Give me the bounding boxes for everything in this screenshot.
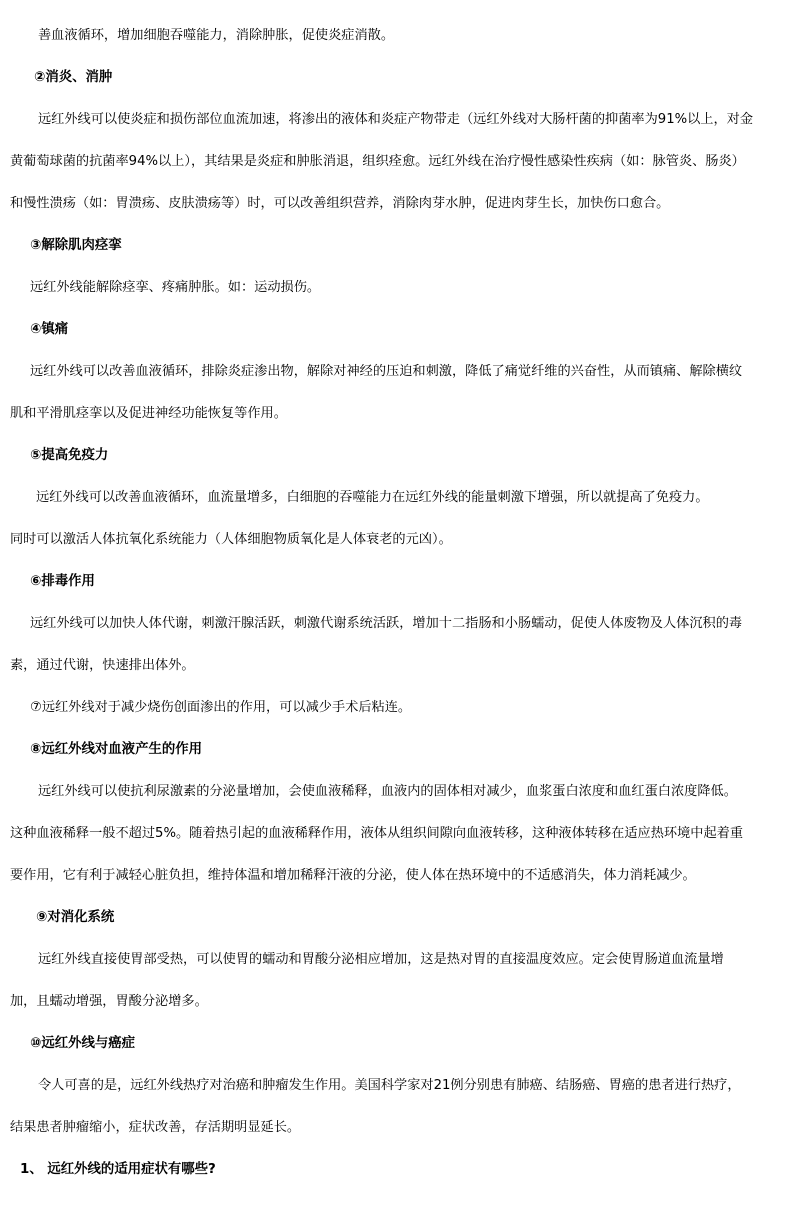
question-heading: 1、 远红外线的适用症状有哪些? [20,1162,216,1177]
paragraph-line: 加，且蠕动增强，胃酸分泌增多。 [10,994,208,1009]
paragraph-line: 远红外线可以使炎症和损伤部位血流加速，将渗出的液体和炎症产物带走（远红外线对大肠杆菌的抑菌率为91%以上，对金 [38,112,754,127]
paragraph-line: 这种血液稀释一般不超过5%。随着热引起的血液稀释作用，液体从组织间隙向血液转移，这种液体转移在适应热环境中起着重 [10,826,744,841]
paragraph-line: 远红外线可以改善血液循环，排除炎症渗出物，解除对神经的压迫和刺激，降低了痛觉纤维的兴奋性，从而镇痛、解除横纹 [30,364,743,379]
paragraph-line: 远红外线可以改善血液循环，血流量增多，白细胞的吞噬能力在远红外线的能量刺激下增强，所以就提高了免疫力。 [36,490,709,505]
section-heading: ⑧远红外线对血液产生的作用 [30,742,203,757]
paragraph-line: ⑦远红外线对于减少烧伤创面渗出的作用，可以减少手术后粘连。 [30,700,412,715]
section-heading: ③解除肌肉痉挛 [30,238,122,253]
paragraph-line: 远红外线直接使胃部受热，可以使胃的蠕动和胃酸分泌相应增加，这是热对胃的直接温度效应。定会使胃肠道血流量增 [38,952,724,967]
section-heading: ⑩远红外线与癌症 [30,1036,136,1051]
paragraph-line: 远红外线可以使抗利尿激素的分泌量增加，会使血液稀释，血液内的固体相对减少，血浆蛋白浓度和血红蛋白浓度降低。 [38,784,737,799]
section-heading: ⑥排毒作用 [30,574,95,589]
paragraph-line: 肌和平滑肌痉挛以及促进神经功能恢复等作用。 [10,406,287,421]
section-heading: ④镇痛 [30,322,69,337]
paragraph-line: 同时可以激活人体抗氧化系统能力（人体细胞物质氧化是人体衰老的元凶）。 [10,532,452,547]
paragraph-line: 善血液循环，增加细胞吞噬能力，消除肿胀，促使炎症消散。 [38,28,395,43]
paragraph-line: 令人可喜的是，远红外线热疗对治癌和肿瘤发生作用。美国科学家对21例分别患有肺癌、结肠癌、胃癌的患者进行热疗， [38,1078,741,1093]
paragraph-line: 素，通过代谢，快速排出体外。 [10,658,195,673]
paragraph-line: 黄葡萄球菌的抗菌率94%以上），其结果是炎症和肿胀消退，组织痊愈。远红外线在治疗慢性感染性疾病（如：脉管炎、肠炎） [10,154,745,169]
paragraph-line: 要作用，它有利于减轻心脏负担，维持体温和增加稀释汗液的分泌，使人体在热环境中的不适感消失，体力消耗减少。 [10,868,696,883]
paragraph-line: 和慢性溃疡（如：胃溃疡、皮肤溃疡等）时，可以改善组织营养，消除肉芽水肿，促进肉芽生长，加快伤口愈合。 [10,196,670,211]
section-heading: ⑨对消化系统 [36,910,115,925]
paragraph-line: 结果患者肿瘤缩小，症状改善，存活期明显延长。 [10,1120,301,1135]
section-heading: ②消炎、消肿 [34,70,113,85]
section-heading: ⑤提高免疫力 [30,448,109,463]
paragraph-line: 远红外线可以加快人体代谢，刺激汗腺活跃，刺激代谢系统活跃，增加十二指肠和小肠蠕动，促使人体废物及人体沉积的毒 [30,616,743,631]
paragraph-line: 远红外线能解除痉挛、疼痛肿胀。如：运动损伤。 [30,280,321,295]
